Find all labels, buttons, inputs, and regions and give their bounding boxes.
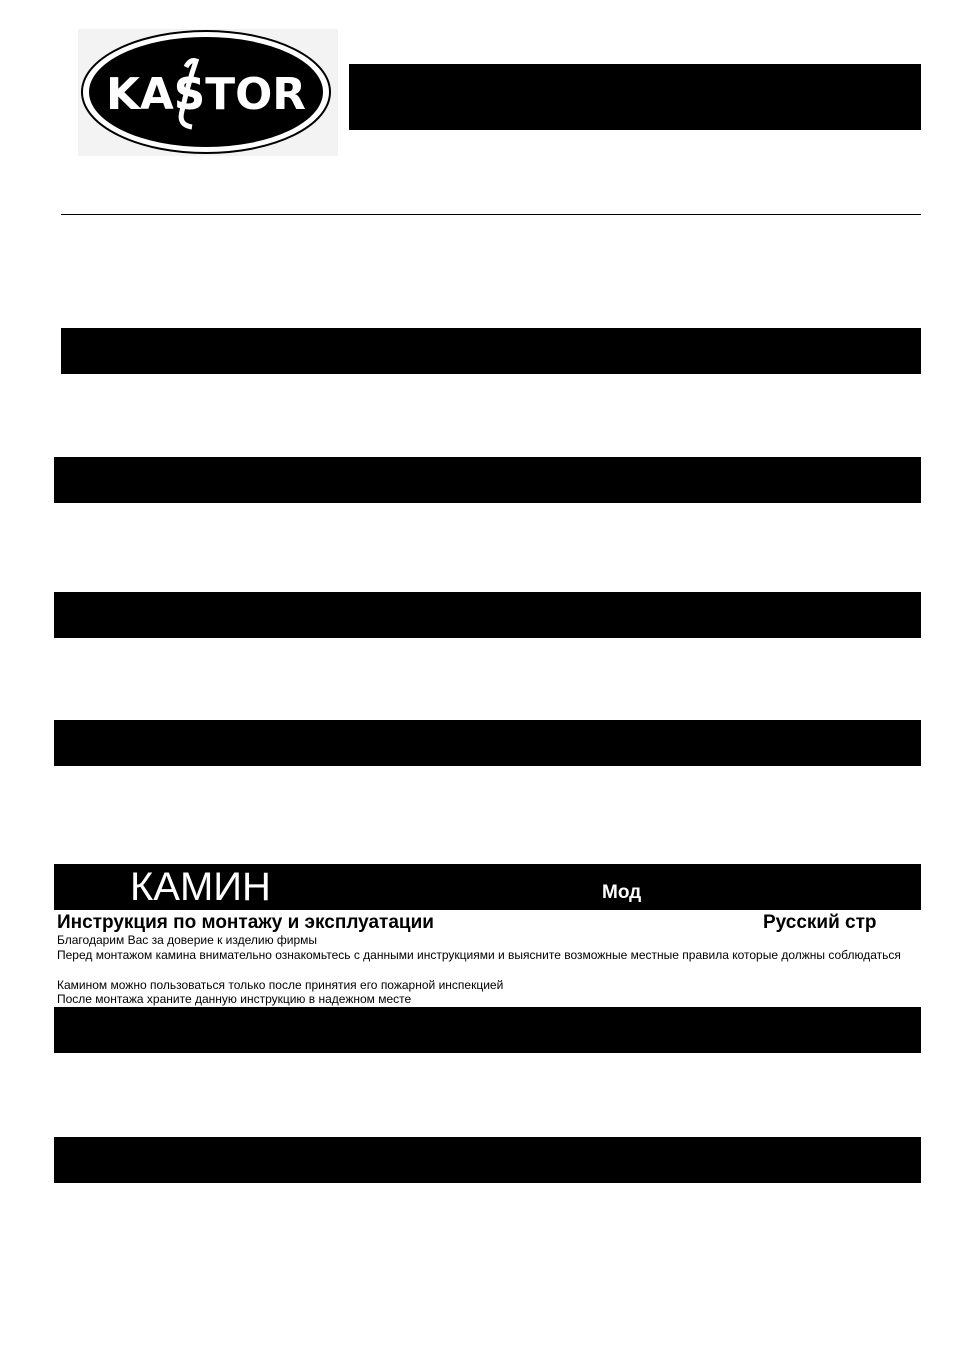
intro-line-keep: После монтажа храните данную инструкцию в надежном месте — [57, 992, 412, 1006]
product-title: КАМИН — [130, 865, 271, 909]
redacted-bar-5 — [54, 1007, 921, 1053]
redacted-bar-6 — [54, 1137, 921, 1183]
model-label: Мод — [602, 882, 642, 903]
redacted-title-bar — [349, 64, 921, 130]
redacted-bar-2 — [54, 457, 921, 503]
language-label: Русский стр — [763, 912, 877, 933]
instructions-heading: Инструкция по монтажу и эксплуатации — [57, 912, 434, 933]
kastor-logo — [78, 29, 338, 156]
kastor-logo-emblem — [78, 29, 338, 156]
intro-line-read-first: Перед монтажом камина внимательно ознакомьтесь с данными инструкциями и выясните возможные местные правила которые должны соблюдаться — [57, 948, 901, 962]
redacted-bar-3 — [54, 592, 921, 638]
redacted-bar-4 — [54, 720, 921, 766]
header-divider — [61, 214, 921, 215]
logo-text: KASTOR — [106, 69, 306, 120]
intro-line-inspection: Камином можно пользоваться только после принятия его пожарной инспекцией — [57, 978, 504, 992]
intro-line-thanks: Благодарим Вас за доверие к изделию фирмы — [57, 933, 318, 947]
redacted-bar-1 — [61, 328, 921, 374]
